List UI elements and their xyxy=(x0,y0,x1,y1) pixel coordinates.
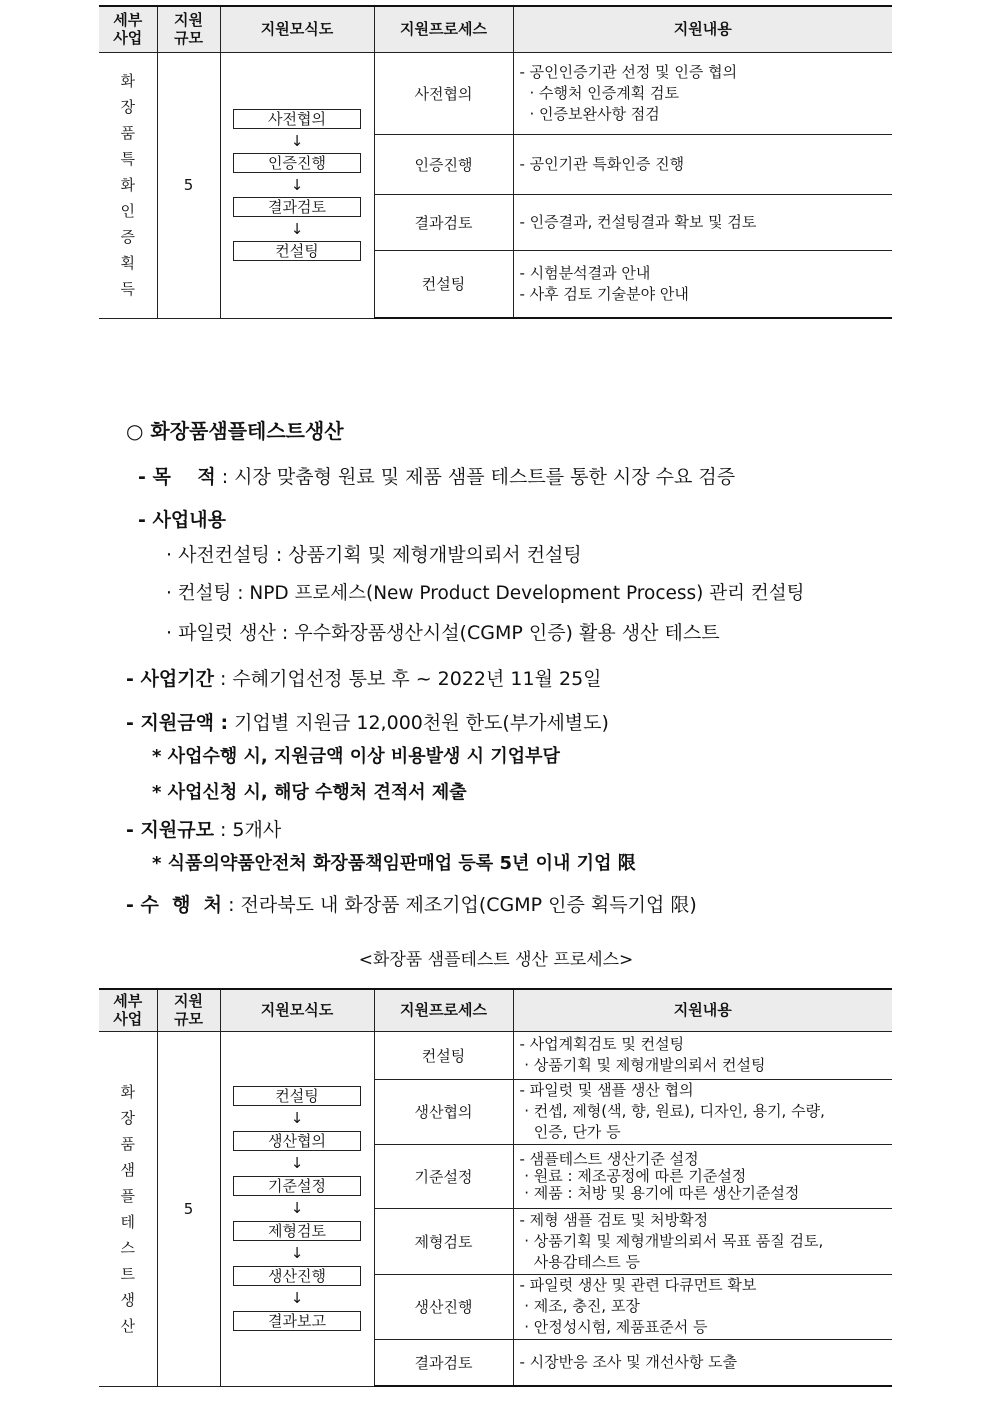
subproject-cell: 화 장 품 샘 플 테 스 트 생 산 xyxy=(99,1031,157,1386)
flow-step: 생산진행 xyxy=(233,1266,361,1286)
content-cell: - 제형 샘플 검토 및 처방확정 · 상품기획 및 제형개발의뢰서 목표 품질 검토, 사용감테스트 등 xyxy=(513,1208,892,1274)
period-line: - 사업기간 : 수혜기업선정 통보 후 ~ 2022년 11월 25일 xyxy=(126,668,602,690)
biz-item: · 컨설팅 : NPD 프로세스(New Product Development Process) 관리 컨설팅 xyxy=(166,583,805,604)
content-cell: - 파일럿 및 샘플 생산 협의 · 컨셉, 제형(색, 향, 원료), 디자인, 용기, 수량, 인증, 단가 등 xyxy=(513,1079,892,1144)
process-cell: 결과검토 xyxy=(374,194,513,250)
process-cell: 결과검토 xyxy=(374,1339,513,1386)
header-process: 지원프로세스 xyxy=(374,989,513,1031)
process-cell: 사전협의 xyxy=(374,52,513,134)
flow-step: 결과보고 xyxy=(233,1311,361,1331)
header-subproject: 세부 사업 xyxy=(99,6,157,52)
amount-line: - 지원금액 : 기업별 지원금 12,000천원 한도(부가세별도) xyxy=(126,712,609,734)
section-title: ○ 화장품샘플테스트생산 xyxy=(126,419,344,443)
down-arrow-icon: ↓ xyxy=(290,1154,304,1172)
biz-label: - 사업내용 xyxy=(138,509,226,531)
purpose-line: - 목 적 : 시장 맞춤형 원료 및 제품 샘플 테스트를 통한 시장 수요 검증 xyxy=(138,466,736,488)
process-cell: 인증진행 xyxy=(374,134,513,194)
amount-note: * 사업수행 시, 지원금액 이상 비용발생 시 기업부담 xyxy=(152,746,560,767)
down-arrow-icon: ↓ xyxy=(290,1289,304,1307)
sample-test-table xyxy=(99,988,892,1387)
subproject-cell: 화 장 품 특 화 인 증 획 득 xyxy=(99,52,157,318)
scale-cell: 5 xyxy=(157,52,220,318)
content-cell: - 사업계획검토 및 컨설팅 · 상품기획 및 제형개발의뢰서 컨설팅 xyxy=(513,1031,892,1079)
process-cell: 생산협의 xyxy=(374,1079,513,1144)
down-arrow-icon: ↓ xyxy=(290,176,304,194)
flow-diagram xyxy=(220,1031,374,1386)
process-cell: 기준설정 xyxy=(374,1144,513,1208)
process-cell: 생산진행 xyxy=(374,1274,513,1339)
flow-diagram xyxy=(220,52,374,318)
flow-step: 제형검토 xyxy=(233,1221,361,1241)
header-content: 지원내용 xyxy=(513,989,892,1031)
process-cell: 컨설팅 xyxy=(374,1031,513,1079)
header-process: 지원프로세스 xyxy=(374,6,513,52)
amount-note: * 사업신청 시, 해당 수행처 견적서 제출 xyxy=(152,782,467,803)
content-cell: - 공인인증기관 선정 및 인증 협의 · 수행처 인증계획 검토 · 인증보완사항 점검 xyxy=(513,52,892,134)
scale-note: * 식품의약품안전처 화장품책임판매업 등록 5년 이내 기업 限 xyxy=(152,853,636,874)
content-cell: - 샘플테스트 생산기준 설정 · 원료 : 제조공정에 따른 기준설정 · 제품 : 처방 및 용기에 따른 생산기준설정 xyxy=(513,1144,892,1208)
content-cell: - 파일럿 생산 및 관련 다큐먼트 확보 · 제조, 충진, 포장 · 안정성시험, 제품표준서 등 xyxy=(513,1274,892,1339)
content-cell: - 인증결과, 컨설팅결과 확보 및 검토 xyxy=(513,194,892,250)
down-arrow-icon: ↓ xyxy=(290,1244,304,1262)
flow-step: 결과검토 xyxy=(233,197,361,217)
flow-step: 기준설정 xyxy=(233,1176,361,1196)
flow-step: 인증진행 xyxy=(233,153,361,173)
header-content: 지원내용 xyxy=(513,6,892,52)
flow-step: 컨설팅 xyxy=(233,241,361,261)
header-subproject: 세부 사업 xyxy=(99,989,157,1031)
biz-item: · 파일럿 생산 : 우수화장품생산시설(CGMP 인증) 활용 생산 테스트 xyxy=(166,622,720,644)
down-arrow-icon: ↓ xyxy=(290,220,304,238)
biz-item: · 사전컨설팅 : 상품기획 및 제형개발의뢰서 컨설팅 xyxy=(166,544,582,566)
exec-line: - 수 행 처 : 전라북도 내 화장품 제조기업(CGMP 인증 획득기업 限) xyxy=(126,894,697,916)
down-arrow-icon: ↓ xyxy=(290,1109,304,1127)
header-scale: 지원 규모 xyxy=(157,989,220,1031)
header-diagram: 지원모식도 xyxy=(220,989,374,1031)
header-scale: 지원 규모 xyxy=(157,6,220,52)
down-arrow-icon: ↓ xyxy=(290,132,304,150)
flow-step: 생산협의 xyxy=(233,1131,361,1151)
down-arrow-icon: ↓ xyxy=(290,1199,304,1217)
process-cell: 제형검토 xyxy=(374,1208,513,1274)
header-diagram: 지원모식도 xyxy=(220,6,374,52)
process-cell: 컨설팅 xyxy=(374,250,513,318)
certification-table xyxy=(99,5,892,319)
content-cell: - 시장반응 조사 및 개선사항 도출 xyxy=(513,1339,892,1386)
content-cell: - 공인기관 특화인증 진행 xyxy=(513,134,892,194)
flow-step: 사전협의 xyxy=(233,109,361,129)
scale-cell: 5 xyxy=(157,1031,220,1386)
scale-line: - 지원규모 : 5개사 xyxy=(126,819,282,841)
flow-step: 컨설팅 xyxy=(233,1086,361,1106)
circle-bullet-icon: ○ xyxy=(126,419,144,443)
table-caption: <화장품 샘플테스트 생산 프로세스> xyxy=(358,950,634,970)
content-cell: - 시험분석결과 안내 - 사후 검토 기술분야 안내 xyxy=(513,250,892,318)
